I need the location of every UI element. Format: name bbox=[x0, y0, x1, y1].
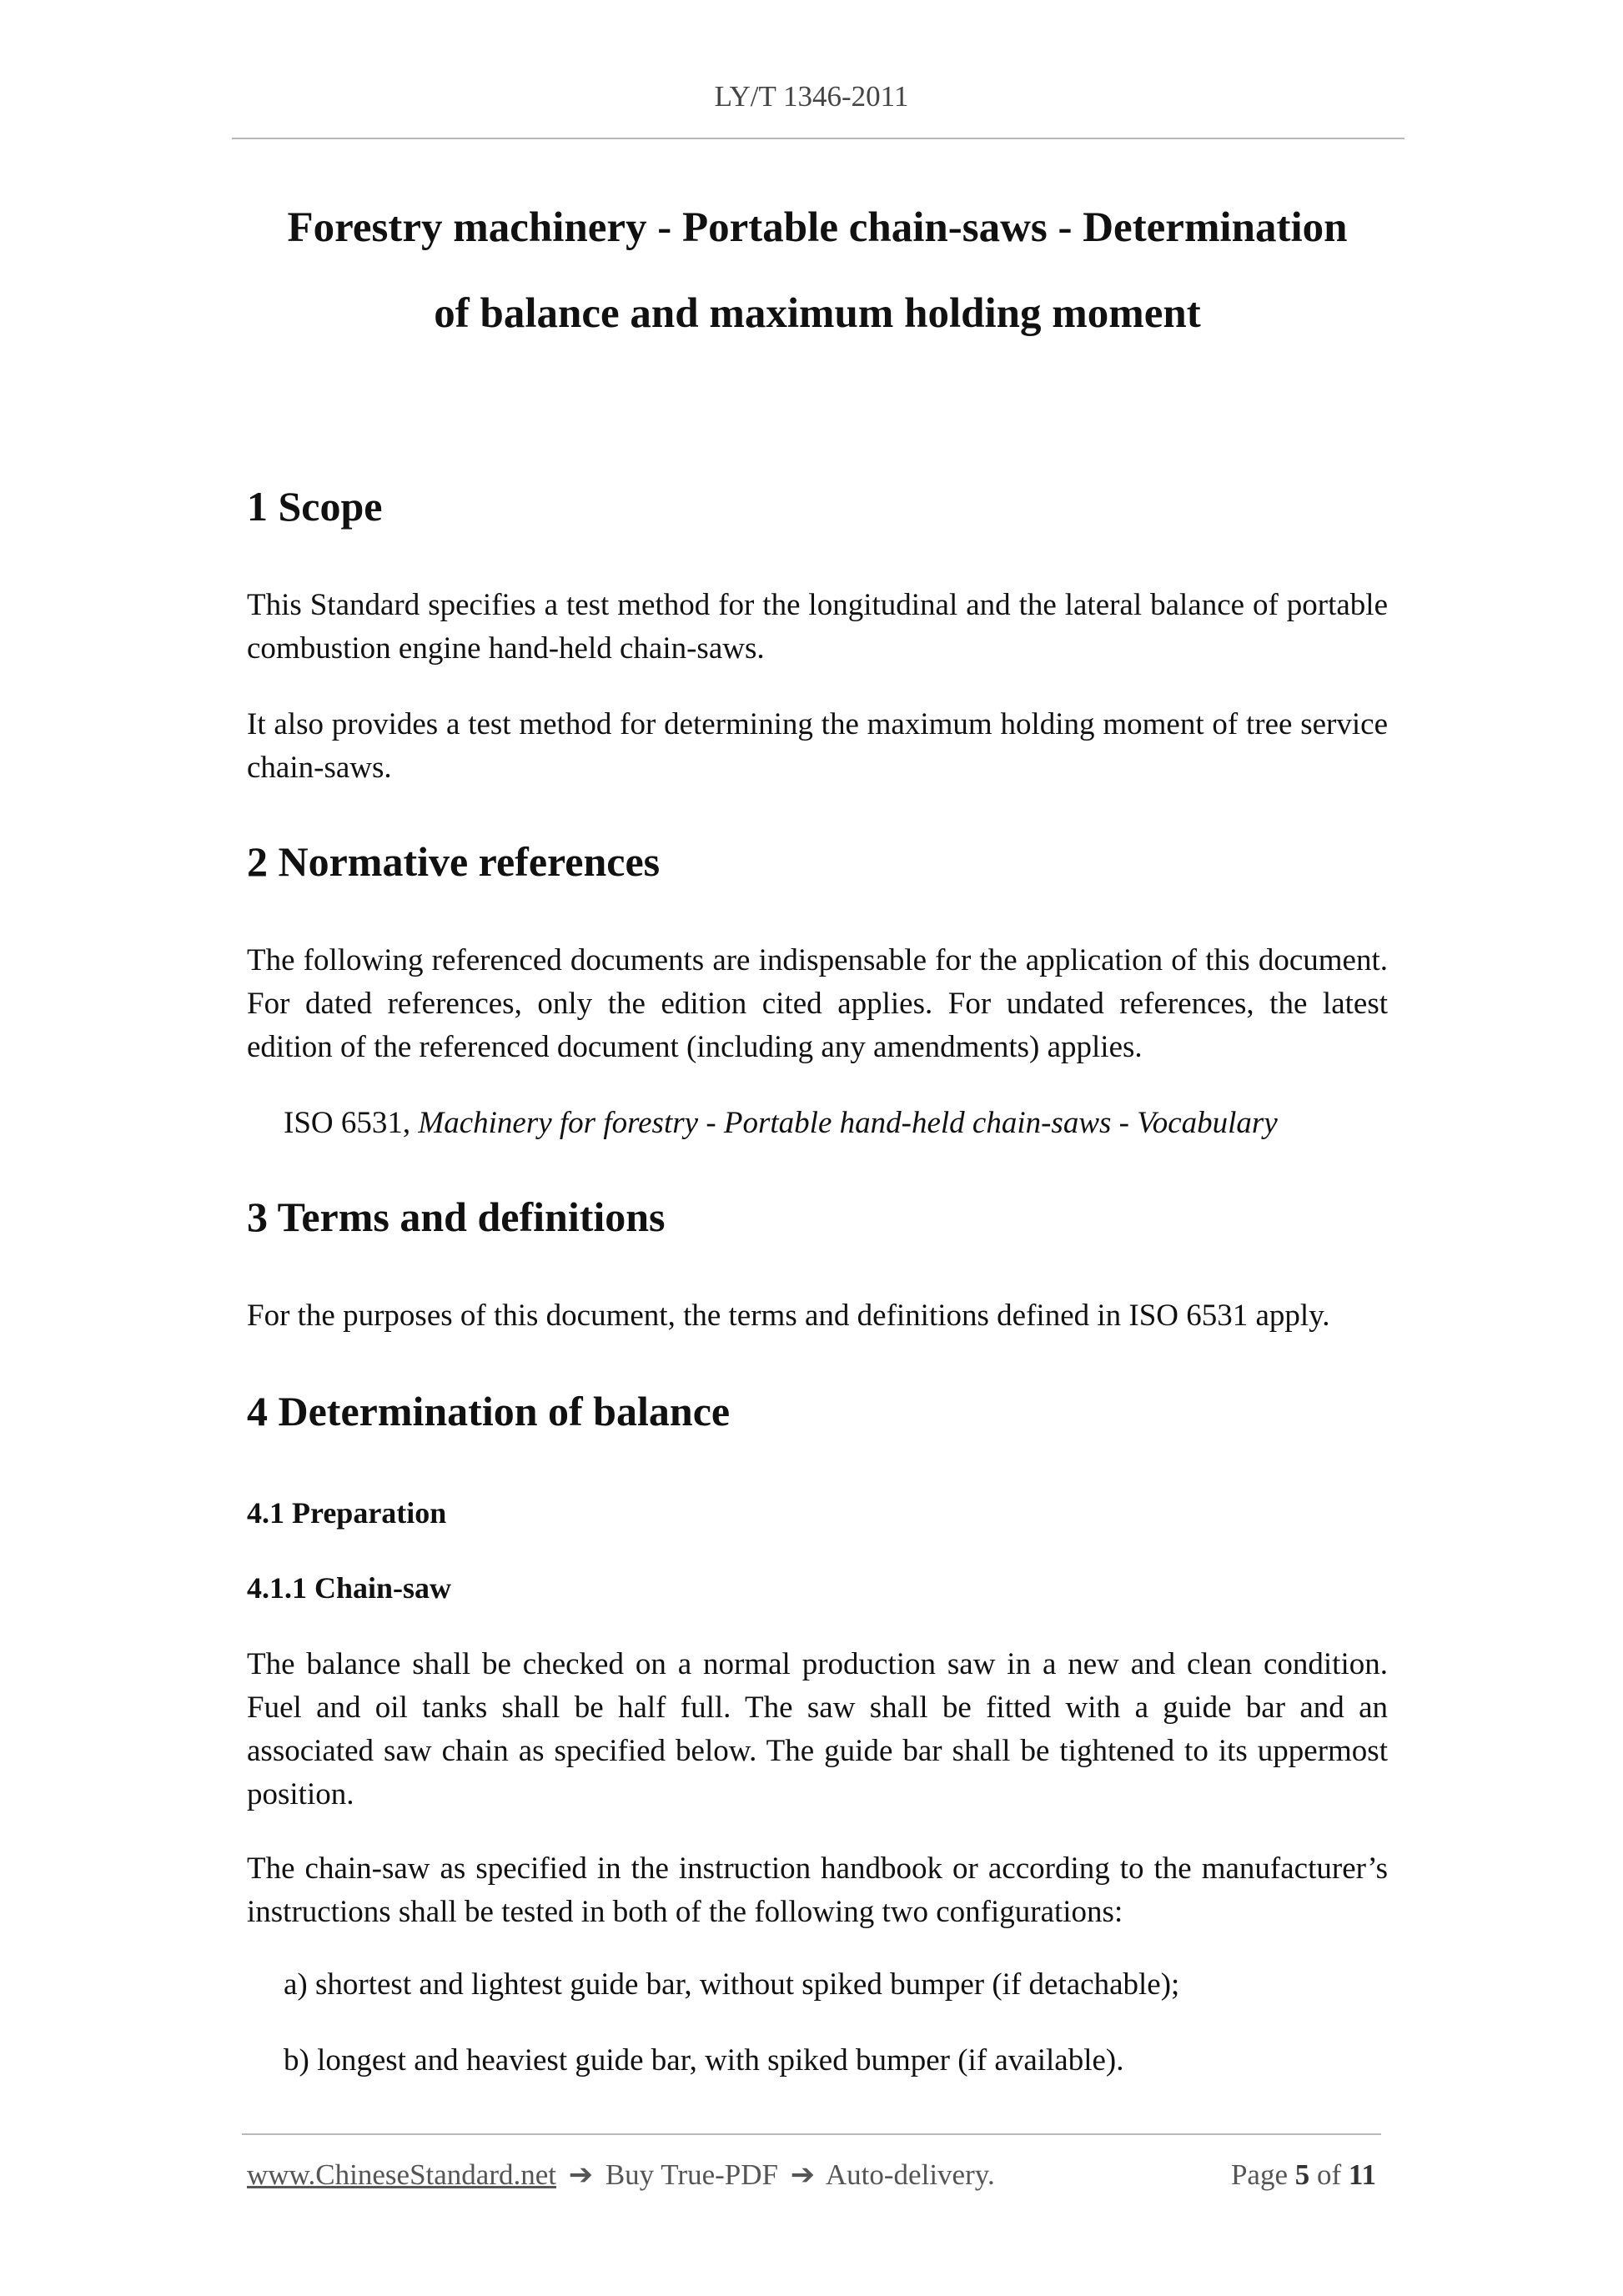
footer-divider bbox=[242, 2133, 1381, 2135]
heading-preparation: 4.1 Preparation bbox=[247, 1496, 447, 1530]
heading-terms-and-definitions: 3 Terms and definitions bbox=[247, 1193, 666, 1240]
configuration-item-b: b) longest and heaviest guide bar, with spiked bumper (if available). bbox=[284, 2043, 1124, 2077]
footer-links bbox=[247, 2158, 995, 2192]
auto-delivery-text: Auto-delivery. bbox=[825, 2158, 995, 2191]
document-title-line-2: of balance and maximum holding moment bbox=[434, 290, 1201, 337]
heading-chain-saw: 4.1.1 Chain-saw bbox=[247, 1571, 452, 1605]
reference-code: ISO 6531, bbox=[284, 1106, 419, 1140]
scope-paragraph-2: It also provides a test method for determining the maximum holding moment of tree service chain-saws. bbox=[247, 707, 1388, 785]
chain-saw-paragraph-2: The chain-saw as specified in the instruction handbook or according to the manufacturer’s instructions shall be tested in both of the following two configurations: bbox=[247, 1851, 1388, 1929]
configuration-item-a: a) shortest and lightest guide bar, without spiked bumper (if detachable); bbox=[284, 1967, 1180, 2002]
normative-paragraph: The following referenced documents are indispensable for the application of this document. For dated references, only the edition cited applies. For undated references, the latest edition of the referenced document (including any amendments) applies. bbox=[247, 943, 1388, 1064]
heading-scope: 1 Scope bbox=[247, 483, 383, 530]
page-indicator bbox=[1231, 2158, 1376, 2192]
document-title bbox=[234, 185, 1401, 357]
current-page-number: 5 bbox=[1294, 2158, 1310, 2191]
header-divider bbox=[232, 138, 1404, 139]
terms-paragraph: For the purposes of this document, the terms and definitions defined in ISO 6531 apply. bbox=[247, 1299, 1330, 1333]
reference-title-part-1: Machinery for forestry bbox=[418, 1106, 699, 1140]
buy-true-pdf-text: Buy True-PDF bbox=[605, 2158, 778, 2191]
arrow-right-icon: ➔ bbox=[568, 2158, 594, 2191]
of-label: of bbox=[1317, 2158, 1342, 2191]
reference-title-part-2: Portable hand-held chain-saws bbox=[723, 1106, 1112, 1140]
reference-title-part-3: Vocabulary bbox=[1137, 1106, 1278, 1140]
total-pages-number: 11 bbox=[1348, 2158, 1376, 2191]
chain-saw-paragraph-1: The balance shall be checked on a normal production saw in a new and clean condition. Fuel and oil tanks shall be half full. The saw shall be fitted with a guide bar and an associated saw chain as specified below. The guide bar shall be tightened to its uppermost position. bbox=[247, 1647, 1388, 1811]
document-title-line-1: Forestry machinery - Portable chain-saws - Determination bbox=[287, 204, 1348, 251]
normative-reference-iso-6531 bbox=[284, 1102, 1393, 1145]
reference-separator-2: - bbox=[1111, 1106, 1138, 1140]
heading-normative-references: 2 Normative references bbox=[247, 838, 661, 885]
arrow-right-icon: ➔ bbox=[790, 2158, 816, 2191]
reference-separator-1: - bbox=[698, 1106, 724, 1140]
running-header: LY/T 1346-2011 bbox=[714, 80, 909, 113]
heading-determination-of-balance: 4 Determination of balance bbox=[247, 1388, 731, 1434]
page-label: Page bbox=[1230, 2158, 1289, 2191]
scope-paragraph-1: This Standard specifies a test method for the longitudinal and the lateral balance of portable combustion engine hand-held chain-saws. bbox=[247, 588, 1388, 666]
site-link[interactable]: www.ChineseStandard.net bbox=[247, 2158, 556, 2191]
